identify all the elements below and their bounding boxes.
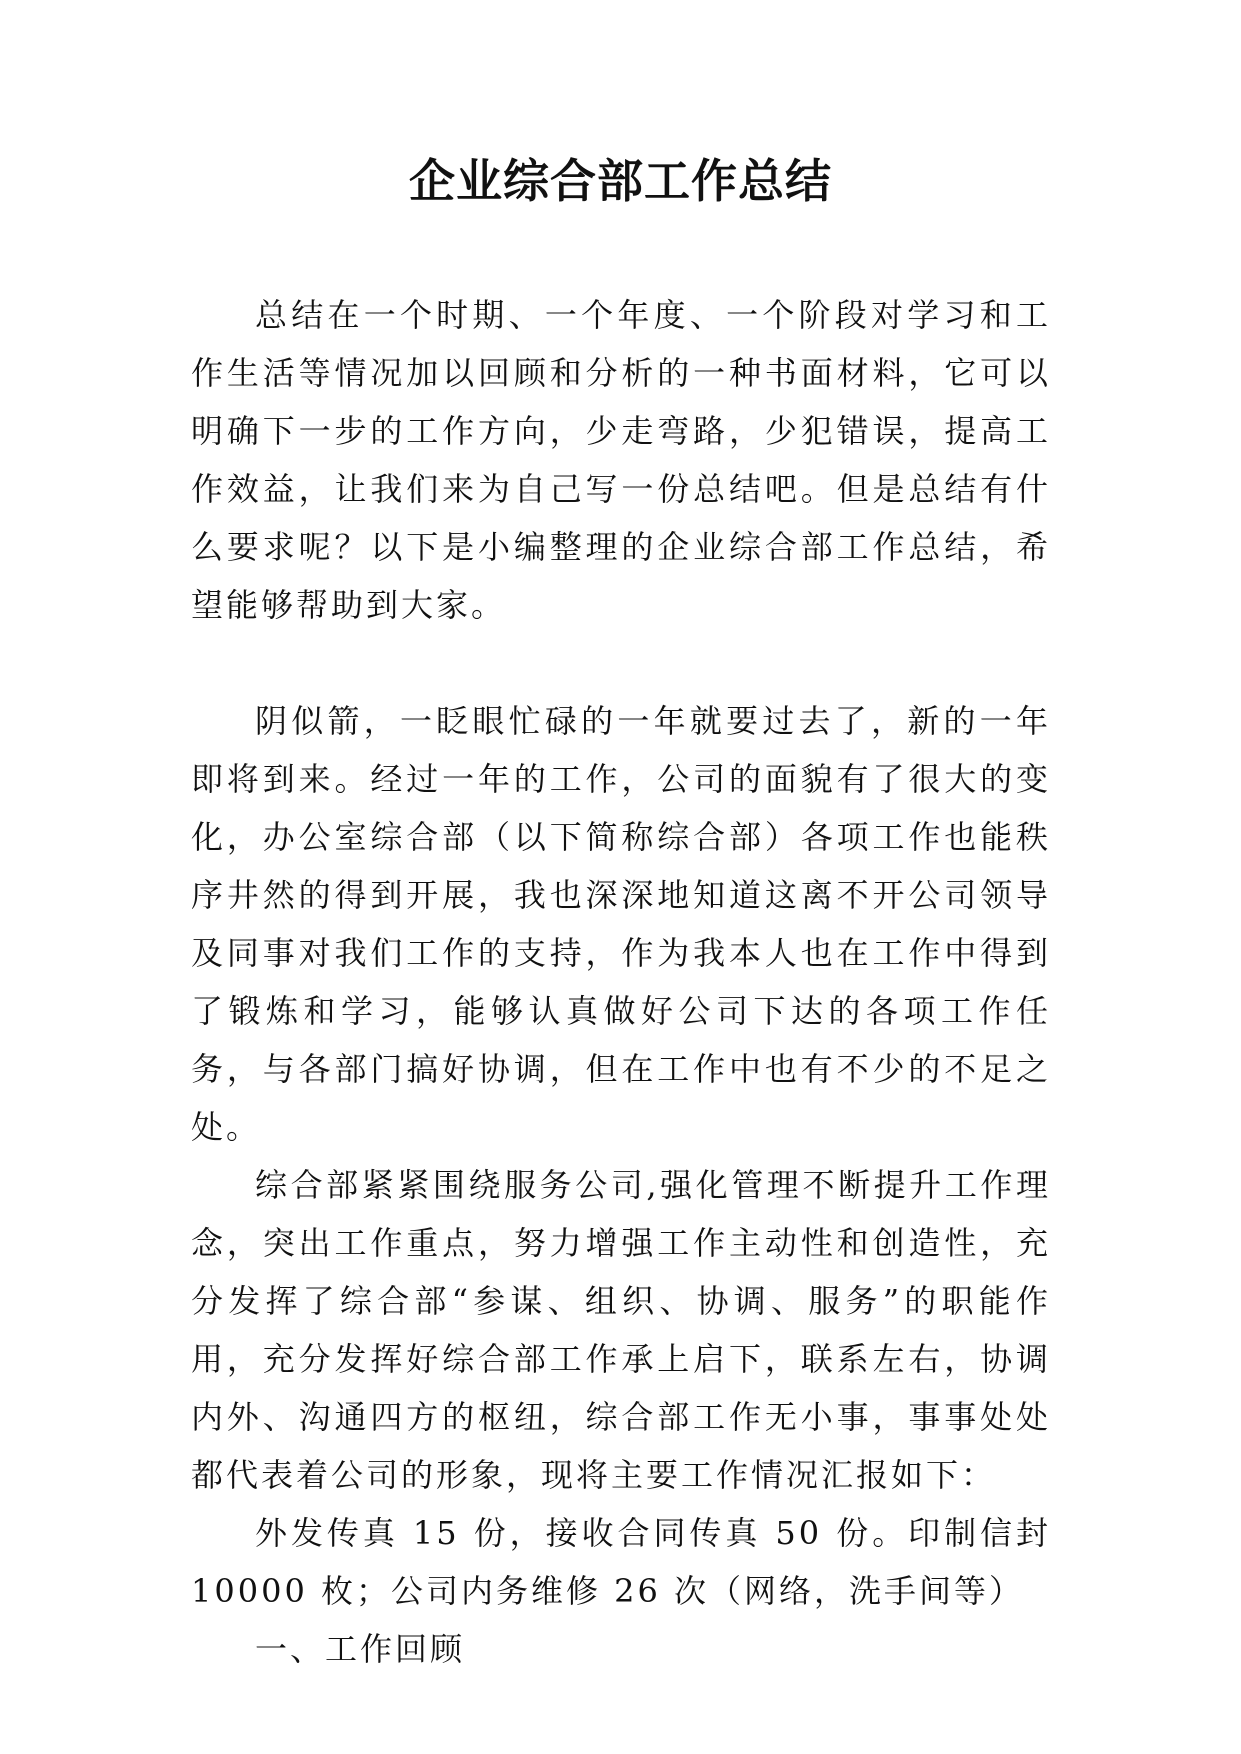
document-body xyxy=(191,286,1051,1678)
statistics-paragraph: 外发传真 15 份，接收合同传真 50 份。印制信封 10000 枚；公司内务维修 26 次（网络，洗手间等） xyxy=(191,1514,1051,1610)
body-paragraph: 阴似箭，一眨眼忙碌的一年就要过去了，新的一年即将到来。经过一年的工作，公司的面貌有了很大的变化，办公室综合部（以下简称综合部）各项工作也能秩序井然的得到开展，我也深深地知道这离不开公司领导及同事对我们工作的支持，作为我本人也在工作中得到了锻炼和学习，能够认真做好公司下达的各项工作任务，与各部门搞好协调，但在工作中也有不少的不足之处。 xyxy=(191,702,1051,1146)
document-title: 企业综合部工作总结 xyxy=(409,154,832,208)
section-heading: 一、工作回顾 xyxy=(255,1630,466,1668)
intro-paragraph: 总结在一个时期、一个年度、一个阶段对学习和工作生活等情况加以回顾和分析的一种书面材料，它可以明确下一步的工作方向，少走弯路，少犯错误，提高工作效益，让我们来为自己写一份总结吧。但是总结有什么要求呢？以下是小编整理的企业综合部工作总结，希望能够帮助到大家。 xyxy=(191,296,1051,624)
body-paragraph: 综合部紧紧围绕服务公司,强化管理不断提升工作理念，突出工作重点，努力增强工作主动性和创造性，充分发挥了综合部“参谋、组织、协调、服务”的职能作用，充分发挥好综合部工作承上启下，联系左右，协调内外、沟通四方的枢纽，综合部工作无小事，事事处处都代表着公司的形象，现将主要工作情况汇报如下： xyxy=(191,1166,1051,1494)
paragraph-spacer xyxy=(191,634,1051,692)
